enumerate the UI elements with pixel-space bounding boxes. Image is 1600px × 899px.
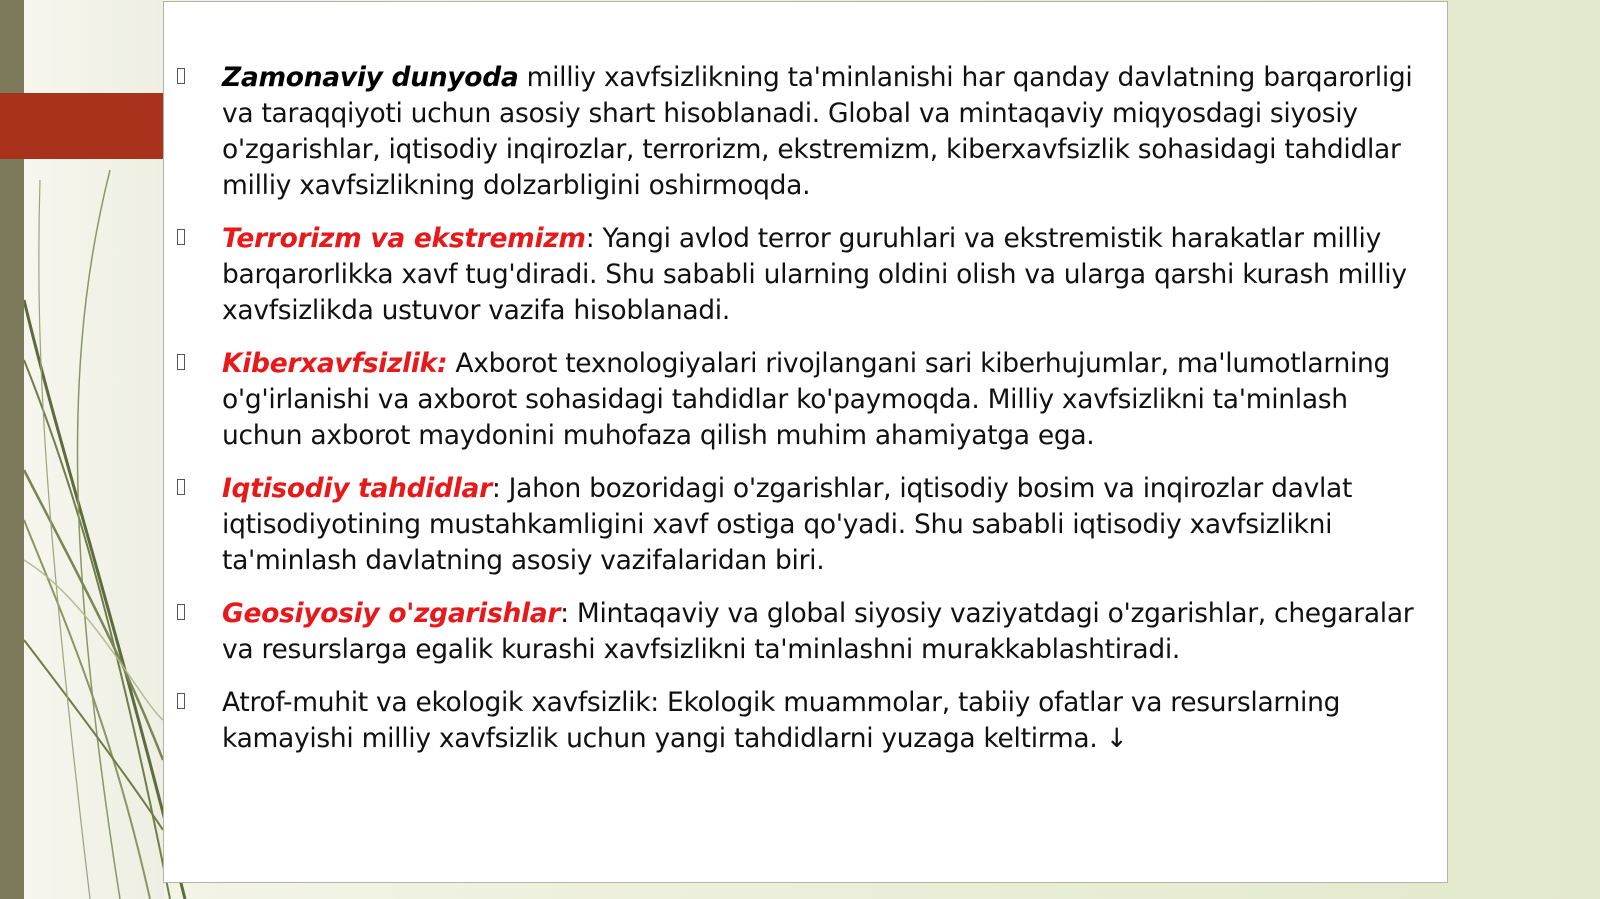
bullet-list — [164, 60, 1449, 774]
bullet-item — [164, 471, 1449, 579]
bullet-lead-term: Geosiyosiy o'zgarishlar — [222, 598, 561, 629]
bullet-item — [164, 346, 1449, 454]
bullet-text: Axborot texnologiyalari rivojlangani sari kiberhujumlar, ma'lumotlarning o'g'irlanishi va axborot sohasidagi tahdidlar ko'paymoqda. Milliy xavfsizlikni ta'minlash uchun axborot maydonini muhofaza qilish muhim ahamiyatga ega. — [222, 348, 1391, 451]
square-bullet-icon — [177, 479, 185, 495]
bullet-text: : Yangi avlod terror guruhlari va ekstremistik harakatlar milliy barqarorlikka xavf tug'diradi. Shu sababli ularning oldini olish va ularga qarshi kurash milliy xavfsizlikda ustuvor vazifa hisoblanadi. — [222, 223, 1407, 326]
bullet-item — [164, 685, 1449, 757]
bullet-text: : Mintaqaviy va global siyosiy vaziyatdagi o'zgarishlar, chegaralar va resurslarga egalik kurashi xavfsizlikni ta'minlashni murakkablashtiradi. — [222, 598, 1414, 665]
content-card — [163, 1, 1448, 883]
square-bullet-icon — [177, 229, 185, 245]
accent-block — [0, 93, 163, 159]
bullet-text: Atrof-muhit va ekologik xavfsizlik: Ekologik muammolar, tabiiy ofatlar va resurslarning kamayishi milliy xavfsizlik uchun yangi tahdidlarni yuzaga keltirma. ↓ — [222, 687, 1341, 754]
bullet-lead-term: Zamonaviy dunyoda — [222, 62, 519, 93]
bullet-text: : Jahon bozoridagi o'zgarishlar, iqtisodiy bosim va inqirozlar davlat iqtisodiyotining mustahkamligini xavf ostiga qo'yadi. Shu sababli iqtisodiy xavfsizlikni ta'minlash davlatning asosiy vazifalaridan biri. — [222, 473, 1353, 576]
bullet-item — [164, 596, 1449, 668]
square-bullet-icon — [177, 693, 185, 709]
bullet-item — [164, 221, 1449, 329]
square-bullet-icon — [177, 68, 185, 84]
bullet-lead-term: Iqtisodiy tahdidlar — [222, 473, 492, 504]
bullet-item — [164, 60, 1449, 204]
square-bullet-icon — [177, 604, 185, 620]
square-bullet-icon — [177, 354, 185, 370]
bullet-lead-term: Terrorizm va ekstremizm — [222, 223, 586, 254]
bullet-lead-term: Kiberxavfsizlik: — [222, 348, 448, 379]
bullet-text: milliy xavfsizlikning ta'minlanishi har qanday davlatning barqarorligi va taraqqiyoti uchun asosiy shart hisoblanadi. Global va mintaqaviy miqyosdagi siyosiy o'zgarishlar, iqtisodiy inqirozlar, terrorizm, ekstremizm, kiberxavfsizlik sohasidagi tahdidlar milliy xavfsizlikning dolzarbligini oshirmoqda. — [222, 62, 1413, 201]
